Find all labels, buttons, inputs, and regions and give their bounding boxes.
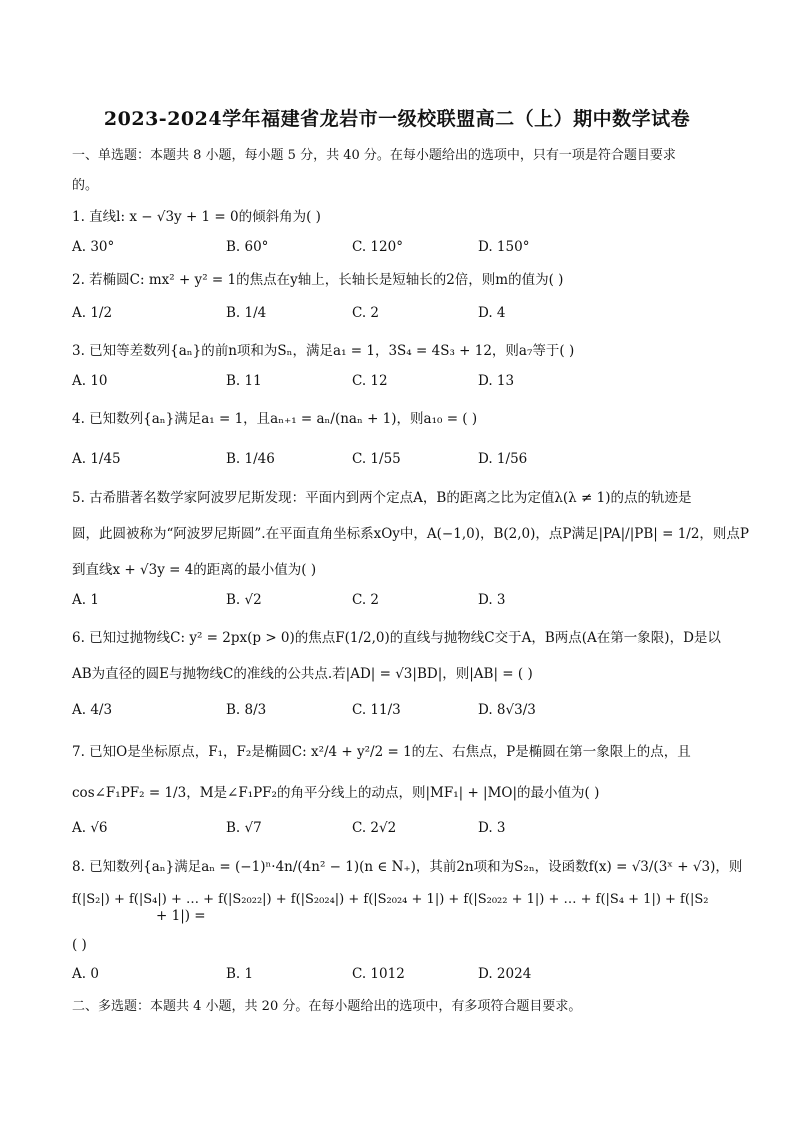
- option-c: C. 2√2: [352, 820, 397, 836]
- question-1-options: [72, 239, 732, 261]
- question-6-cont: AB为直径的圆E与抛物线C的准线的公共点.若|AD| = √3|BD|，则|AB| = ( ): [72, 666, 533, 682]
- option-c: C. 2: [352, 592, 380, 608]
- question-7: 7. 已知O是坐标原点，F₁，F₂是椭圆C: x²/4 + y²/2 = 1的左、右焦点，P是椭圆在第一象限上的点，且: [72, 744, 691, 760]
- option-b: B. 1: [226, 966, 254, 982]
- question-6: 6. 已知过抛物线C: y² = 2px(p > 0)的焦点F(1/2,0)的直线与抛物线C交于A，B两点(A在第一象限)，D是以: [72, 630, 721, 646]
- option-d: D. 13: [478, 373, 515, 389]
- option-d: D. 3: [478, 820, 506, 836]
- option-b: B. √7: [226, 820, 262, 836]
- option-a: A. 1: [72, 592, 99, 608]
- section-2-header: 二、多选题：本题共 4 小题，共 20 分。在每小题给出的选项中，有多项符合题目要求。: [72, 999, 582, 1014]
- option-c: C. 11/3: [352, 702, 401, 718]
- question-2: 2. 若椭圆C: mx² + y² = 1的焦点在y轴上，长轴长是短轴长的2倍，则m的值为( ): [72, 272, 564, 288]
- option-d: D. 3: [478, 592, 506, 608]
- question-4-options: [72, 451, 732, 473]
- option-c: C. 1/55: [352, 451, 401, 467]
- question-8-cont-2: + 1|) =: [156, 908, 206, 924]
- option-c: C. 2: [352, 305, 380, 321]
- question-3-options: [72, 373, 732, 395]
- question-5-options: [72, 592, 732, 614]
- option-a: A. 30°: [72, 239, 115, 255]
- section-1-header-cont: 的。: [72, 178, 99, 193]
- option-b: B. 1/46: [226, 451, 275, 467]
- option-d: D. 8√3/3: [478, 702, 536, 718]
- question-5-cont-1: 圆，此圆被称为“阿波罗尼斯圆”.在平面直角坐标系xOy中，A(−1,0)，B(2,0)，点P满足|PA|/|PB| = 1/2，则点P: [72, 526, 750, 542]
- question-2-options: [72, 305, 732, 327]
- option-c: C. 120°: [352, 239, 403, 255]
- option-b: B. 11: [226, 373, 262, 389]
- option-b: B. 60°: [226, 239, 269, 255]
- option-a: A. √6: [72, 820, 108, 836]
- question-7-options: [72, 820, 732, 842]
- option-c: C. 1012: [352, 966, 405, 982]
- question-8-options: [72, 966, 732, 988]
- option-c: C. 12: [352, 373, 388, 389]
- exam-title: 2023-2024学年福建省龙岩市一级校联盟高二（上）期中数学试卷: [103, 108, 691, 130]
- question-5-cont-2: 到直线x + √3y = 4的距离的最小值为( ): [72, 562, 317, 578]
- option-d: D. 4: [478, 305, 506, 321]
- option-b: B. √2: [226, 592, 262, 608]
- section-1-header: 一、单选题：本题共 8 小题，每小题 5 分，共 40 分。在每小题给出的选项中，只有一项是符合题目要求: [72, 148, 676, 163]
- option-a: A. 0: [72, 966, 99, 982]
- question-3: 3. 已知等差数列{aₙ}的前n项和为Sₙ，满足a₁ = 1，3S₄ = 4S₃ + 12，则a₇等于( ): [72, 343, 575, 359]
- option-a: A. 1/45: [72, 451, 121, 467]
- question-8-cont-1: f(|S₂|) + f(|S₄|) + … + f(|S₂₀₂₂|) + f(|S₂₀₂₄|) + f(|S₂₀₂₄ + 1|) + f(|S₂₀₂₂ + 1|) + … + f(|S₄ + 1|) + f(|S₂: [72, 892, 709, 907]
- question-8-cont-3: ( ): [72, 937, 87, 953]
- question-1: 1. 直线l: x − √3y + 1 = 0的倾斜角为( ): [72, 209, 321, 225]
- question-8: 8. 已知数列{aₙ}满足aₙ = (−1)ⁿ·4n/(4n² − 1)(n ∈ N₊)，其前2n项和为S₂ₙ，设函数f(x) = √3/(3ˣ + √3)，则: [72, 859, 743, 875]
- question-6-options: [72, 702, 732, 724]
- option-a: A. 4/3: [72, 702, 113, 718]
- option-d: D. 2024: [478, 966, 532, 982]
- question-7-cont: cos∠F₁PF₂ = 1/3，M是∠F₁PF₂的角平分线上的动点，则|MF₁| + |MO|的最小值为( ): [72, 785, 600, 801]
- question-4: 4. 已知数列{aₙ}满足a₁ = 1，且aₙ₊₁ = aₙ/(naₙ + 1)，则a₁₀ = ( ): [72, 411, 478, 427]
- option-d: D. 1/56: [478, 451, 528, 467]
- option-b: B. 8/3: [226, 702, 267, 718]
- option-a: A. 10: [72, 373, 108, 389]
- option-a: A. 1/2: [72, 305, 113, 321]
- question-5: 5. 古希腊著名数学家阿波罗尼斯发现：平面内到两个定点A，B的距离之比为定值λ(λ ≠ 1)的点的轨迹是: [72, 490, 692, 506]
- option-b: B. 1/4: [226, 305, 267, 321]
- option-d: D. 150°: [478, 239, 530, 255]
